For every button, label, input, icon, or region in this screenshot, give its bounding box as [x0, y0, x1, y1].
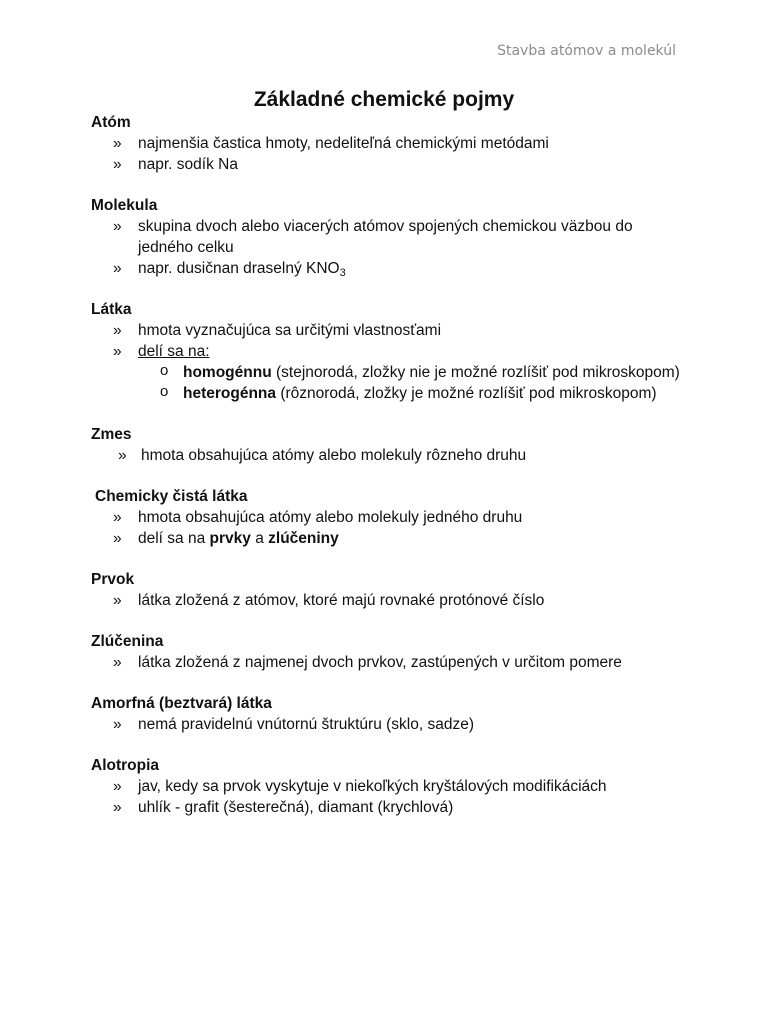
section-zlucenina [91, 631, 691, 673]
list-item [91, 714, 691, 735]
bold-term: homogénnu [183, 364, 272, 381]
list-item [91, 507, 691, 528]
list-item [91, 528, 691, 549]
list-item-text: hmota vyznačujúca sa určitými vlastnosťami [138, 322, 442, 339]
sub-item-text: (stejnorodá, zložky nie je možné rozlíšiť pod mikroskopom) [271, 364, 680, 381]
list-item-text: skupina dvoch alebo viacerých atómov spojených chemickou väzbou do jedného celku [138, 218, 633, 256]
bullet-glyph: » [113, 530, 122, 547]
sub-list-item [91, 362, 691, 383]
list-item-text: látka zložená z atómov, ktoré majú rovnaké protónové číslo [138, 592, 545, 609]
list-item-text: a [250, 530, 269, 547]
section-zmes [91, 424, 691, 466]
bullet-glyph: » [113, 218, 122, 235]
bullet-glyph: » [113, 156, 122, 173]
list-item [91, 320, 691, 341]
term-list [91, 133, 691, 175]
bullet-glyph: » [118, 447, 127, 464]
list-item-text: jav, kedy sa prvok vyskytuje v niekoľkých kryštálových modifikáciách [138, 778, 607, 795]
list-item [91, 216, 691, 258]
section-atom [91, 112, 691, 175]
list-item [91, 797, 691, 818]
bullet-glyph: » [113, 799, 122, 816]
bullet-glyph: » [113, 260, 122, 277]
term-heading: Amorfná (beztvará) látka [91, 695, 272, 712]
bullet-glyph: » [113, 592, 122, 609]
list-item [91, 590, 691, 611]
bold-term: prvky [209, 530, 251, 547]
section-alotropia [91, 755, 691, 818]
term-heading: Atóm [91, 114, 131, 131]
list-item [91, 133, 691, 154]
list-item-text: látka zložená z najmenej dvoch prvkov, zastúpených v určitom pomere [138, 654, 622, 671]
section-latka [91, 299, 691, 404]
list-item-text: delí sa na [138, 530, 210, 547]
sub-list [91, 362, 691, 404]
term-heading: Prvok [91, 571, 135, 588]
bullet-glyph: » [113, 509, 122, 526]
sub-list-item [91, 383, 691, 404]
term-heading: Alotropia [91, 757, 160, 774]
term-list [91, 652, 691, 673]
list-item-text: delí sa na: [138, 343, 210, 360]
sub-bullet-glyph: o [160, 383, 169, 400]
list-item [91, 652, 691, 673]
list-item-text: hmota obsahujúca atómy alebo molekuly jedného druhu [138, 509, 523, 526]
bullet-glyph: » [113, 716, 122, 733]
bullet-glyph: » [113, 654, 122, 671]
list-item [91, 154, 691, 175]
bullet-glyph: » [113, 135, 122, 152]
list-item-text: napr. dusičnan draselný KNO [138, 260, 340, 277]
sub-bullet-glyph: o [160, 362, 169, 379]
list-item-text: napr. sodík Na [138, 156, 238, 173]
list-item-text: hmota obsahujúca atómy alebo molekuly rôzneho druhu [141, 447, 527, 464]
bold-term: zlúčeniny [268, 530, 339, 547]
term-list [91, 445, 691, 466]
list-item-text: nemá pravidelnú vnútornú štruktúru (sklo, sadze) [138, 716, 474, 733]
list-item-text: uhlík - grafit (šesterečná), diamant (krychlová) [138, 799, 454, 816]
term-list [91, 590, 691, 611]
bold-term: heterogénna [183, 385, 277, 402]
list-item [91, 776, 691, 797]
list-item [91, 258, 691, 279]
section-molekula [91, 195, 691, 279]
bullet-glyph: » [113, 322, 122, 339]
bullet-glyph: » [113, 778, 122, 795]
term-list [91, 507, 691, 549]
term-heading: Zmes [91, 426, 132, 443]
section-prvok [91, 569, 691, 611]
term-heading: Chemicky čistá látka [95, 488, 248, 505]
list-item-text: najmenšia častica hmoty, nedeliteľná chemickými metódami [138, 135, 549, 152]
list-item [91, 445, 691, 466]
term-list [91, 320, 691, 362]
page-header: Stavba atómov a molekúl [497, 43, 676, 59]
subscript: 3 [339, 267, 346, 279]
term-heading: Zlúčenina [91, 633, 164, 650]
list-item [91, 341, 691, 362]
document-body [91, 112, 691, 838]
term-list [91, 776, 691, 818]
section-chemicky-cista-latka [91, 486, 691, 549]
document-title: Základné chemické pojmy [253, 88, 515, 111]
term-heading: Molekula [91, 197, 158, 214]
bullet-glyph: » [113, 343, 122, 360]
term-list [91, 216, 691, 279]
term-heading: Látka [91, 301, 132, 318]
sub-item-text: (rôznorodá, zložky je možné rozlíšiť pod mikroskopom) [276, 385, 657, 402]
term-list [91, 714, 691, 735]
section-amorfna-latka [91, 693, 691, 735]
